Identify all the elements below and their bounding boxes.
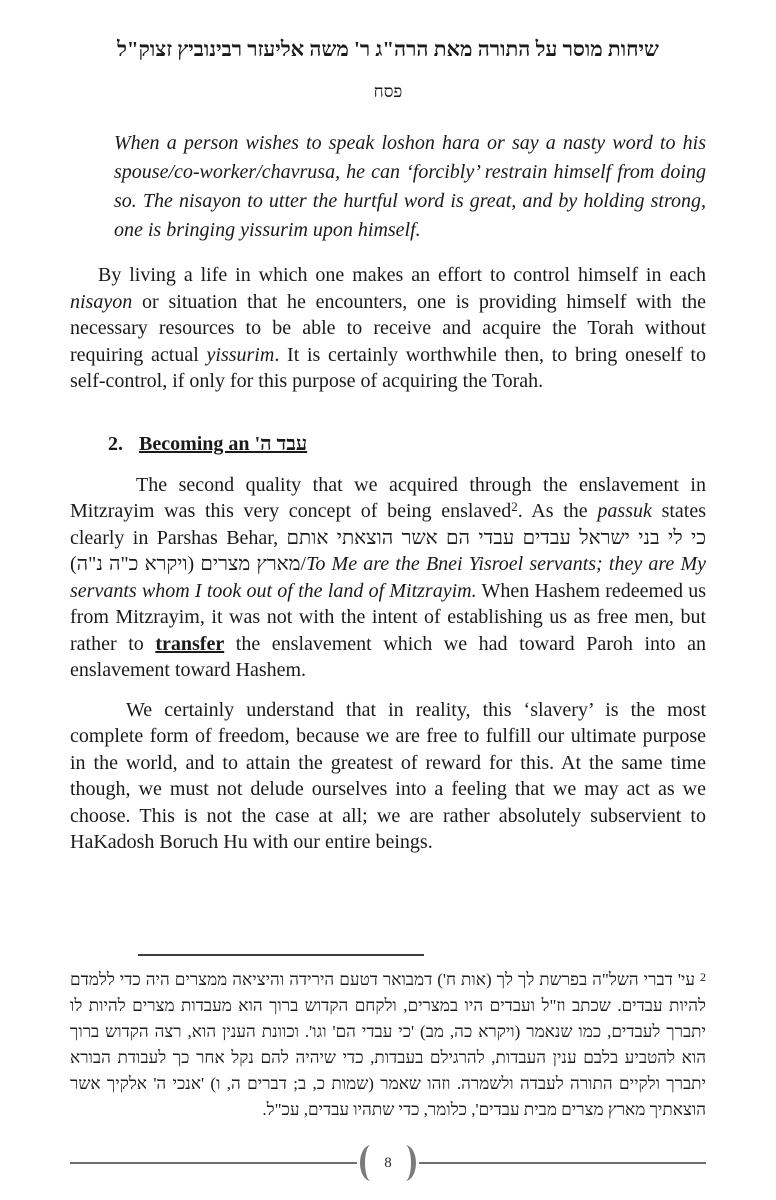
footer-rule-right: [419, 1162, 706, 1164]
section-title-hebrew: עבד ה': [254, 432, 308, 455]
footnote-marker: 2: [700, 970, 706, 984]
hebrew-passuk: כי לי בני ישראל עבדים עבדי הם אשר הוצאתי אותם מארץ מצרים (ויקרא כ"ה נ"ה): [70, 526, 706, 575]
italic-term: nisayon: [70, 290, 133, 313]
emphasized-word: transfer: [155, 632, 225, 655]
section-title: [139, 433, 307, 455]
paragraph-text: . It is certainly worthwhile then, to bring oneself to self-control, if only for this purpose of acquiring the Torah.: [70, 343, 706, 392]
section-number: 2.: [108, 432, 123, 455]
paragraph-text: . As the: [517, 500, 598, 522]
paragraph-text: By living a life in which one makes an effort to control himself in each: [98, 264, 706, 286]
paragraph-text: The second quality that we acquired through the enslavement in Mitzrayim was this very concept of being enslaved: [70, 473, 706, 522]
body-paragraph-2: [70, 472, 706, 684]
paragraph-text: When Hashem redeemed us from Mitzrayim, it was not with the intent of establishing us as free men, but rather to: [70, 579, 706, 655]
page-footer: [70, 1142, 706, 1184]
document-title: שיחות מוסר על התורה מאת הרה"ג ר' משה אליעזר רבינוביץ זצוק"ל: [117, 37, 659, 61]
italic-term: passuk: [597, 500, 652, 522]
left-bracket-ornament-icon: [360, 1145, 372, 1181]
italic-term: yissurim: [206, 343, 275, 366]
page-number: 8: [384, 1154, 392, 1171]
paragraph-text: or situation that he encounters, one is providing himself with the necessary resources to be able to receive and acquire the Torah without requiring actual: [70, 290, 706, 366]
slash-separator: /: [300, 553, 307, 575]
page-content: [70, 0, 706, 856]
footer-rule-left: [70, 1162, 357, 1164]
body-paragraph-3: We certainly understand that in reality, this ‘slavery’ is the most complete form of freedom, because we are free to fulfill our ultimate purpose in the world, and to attain the greatest of reward for this. At the same time though, we must not delude ourselves into a feeling that we may act as we choose. This is not the case at all; we are rather absolutely subservient to HaKadosh Boruch Hu with our entire beings.: [70, 698, 706, 853]
paragraph-text: the enslavement which we had toward Paroh into an enslavement toward Hashem.: [70, 632, 707, 681]
quote-block: When a person wishes to speak loshon hara or say a nasty word to his spouse/co-worker/chavrusa, he can ‘forcibly’ restrain himself from doing so. The nisayon to utter the hurtful word is great, and by holding strong, one is bringing yissurim upon himself.: [114, 132, 706, 241]
italic-translation: To Me are the Bnei Yisroel servants; they are My servants whom I took out of the land of Mitzrayim.: [70, 553, 707, 602]
document-subtitle: פסח: [373, 82, 403, 101]
section-heading: [70, 431, 706, 457]
footnote: [70, 967, 706, 1123]
section-title-english: Becoming an: [139, 432, 255, 455]
body-paragraph-1: [70, 262, 706, 395]
footnote-text: עי' דברי השל"ה בפרשת לך לך (אות ח') דמבואר דטעם הירידה והיציאה ממצרים היה כדי ללמדם להיות עבדים. שכתב וז"ל ועבדים היו במצרים, ולקחם הקדוש ברוך הוא מעבדות מצרים להיות לו יתברך לעבדים, כמו שנאמר (ויקרא כה, מב) 'כי עבדי הם' וגו'. וכוונת הענין הוא, רצה הקדוש ברוך הוא להטביע בלבם ענין העבדות, להרגילם בעבדות, כדי שיהיה להם נקל אחר כך לעבודת הבורא יתברך ולקיים התורה לעבדה ולשמרה. וזהו שאמר (שמות כ, ב; דברים ה, ו) 'אנכי ה' אלקיך אשר הוצאתיך מארץ מצרים מבית עבדים', כלומר, כדי שתהיו עבדים, עכ"ל.: [70, 970, 706, 1119]
footnote-area: [70, 946, 706, 1123]
right-bracket-ornament-icon: [404, 1145, 416, 1181]
footnote-separator-rule: [138, 954, 424, 956]
footnote-reference: 2: [511, 499, 518, 514]
paragraph-text: states clearly in Parshas Behar,: [70, 500, 707, 549]
